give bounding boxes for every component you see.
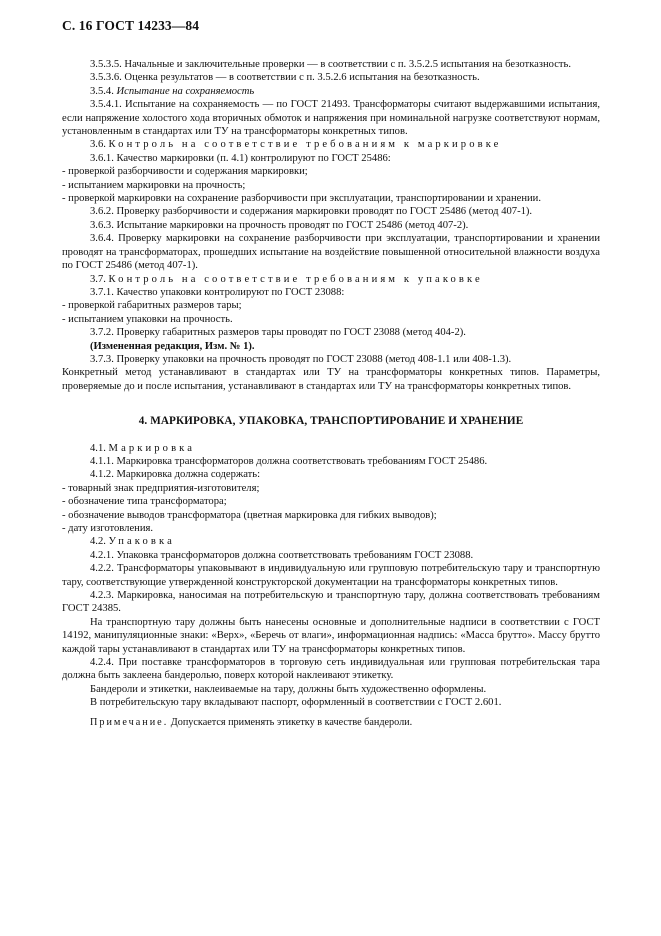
clause-3-6-heading xyxy=(62,138,600,151)
clause-3-7-1: 3.7.1. Качество упаковки контролируют по ГОСТ 23088: xyxy=(90,286,345,298)
section-4-heading: 4. МАРКИРОВКА, УПАКОВКА, ТРАНСПОРТИРОВАНИЕ И ХРАНЕНИЕ xyxy=(138,415,524,428)
clause-4-1-heading xyxy=(62,442,600,455)
clause-4-1-1: 4.1.1. Маркировка трансформаторов должна соответствовать требованиям ГОСТ 25486. xyxy=(90,455,488,467)
clause-3-6-2: 3.6.2. Проверку разборчивости и содержания маркировки проводят по ГОСТ 25486 (метод 407-1). xyxy=(90,206,533,218)
clause-number: 4.2. xyxy=(90,536,106,548)
clause-4-2-3-transport: На транспортную тару должны быть нанесены основные и дополнительные надписи в соответствии с ГОСТ 14192, манипуляционные знаки: «Верх», «Беречь от влаги», информационная надпись: «Масса брутто». Массу брутто каждой тары устанавливают в стандартах или ТУ на трансформаторы конкретных типов. xyxy=(62,616,600,655)
clause-3-5-4-1: 3.5.4.1. Испытание на сохраняемость — по ГОСТ 21493. Трансформаторы считают выдержавшими испытания, если напряжение холостого хода вторичных обмоток и напряжения при номинальной нагрузке соответствуют нормам, установленным в стандартах или ТУ на трансформаторы конкретных типов. xyxy=(62,99,600,138)
clause-4-2-heading xyxy=(62,535,600,548)
list-item: - проверкой разборчивости и содержания маркировки; xyxy=(62,166,308,178)
list-item: - испытанием упаковки на прочность. xyxy=(62,313,233,325)
list-item: - товарный знак предприятия-изготовителя; xyxy=(62,482,260,494)
clause-3-7-heading xyxy=(62,273,600,286)
clause-title: Контроль на соответствие требованиям к маркировке xyxy=(108,139,502,151)
clause-3-6-1: 3.6.1. Качество маркировки (п. 4.1) контролируют по ГОСТ 25486: xyxy=(90,152,391,164)
clause-4-2-1: 4.2.1. Упаковка трансформаторов должна соответствовать требованиям ГОСТ 23088. xyxy=(90,549,474,561)
clause-number: 3.7. xyxy=(90,273,106,285)
note xyxy=(62,716,600,729)
clause-3-5-3-6: 3.5.3.6. Оценка результатов — в соответствии с п. 3.5.2.6 испытания на безотказность. xyxy=(90,72,480,84)
page-header: С. 16 ГОСТ 14233—84 xyxy=(62,18,200,33)
clause-4-2-4: 4.2.4. При поставке трансформаторов в торговую сеть индивидуальная или групповая потребительская тара должна быть заклеена бандеролью, поверх которой наклеивают этикетку. xyxy=(62,657,600,682)
clause-3-7-3: 3.7.3. Проверку упаковки на прочность проводят по ГОСТ 23088 (метод 408-1.1 или 408-1.3). xyxy=(90,353,512,365)
clause-3-6-4: 3.6.4. Проверку маркировки на сохранение разборчивости при эксплуатации, транспортировании и хранении проводят на трансформаторах, прошедших испытание на воздействие повышенной относительной влажности воздуха по ГОСТ 25486 (метод 407-1). xyxy=(62,233,600,272)
note-label: Примечание. xyxy=(90,716,169,728)
clause-4-2-2: 4.2.2. Трансформаторы упаковывают в индивидуальную или групповую потребительскую тару и транспортную тару, соответствующие утвержденной конструкторской документации на трансформаторы конкретных типов. xyxy=(62,563,600,588)
clause-title: Упаковка xyxy=(108,536,175,548)
list-item: - проверкой габаритных размеров тары; xyxy=(62,300,242,312)
clause-3-7-2: 3.7.2. Проверку габаритных размеров тары проводят по ГОСТ 23088 (метод 404-2). xyxy=(90,327,466,339)
document-body xyxy=(62,58,600,729)
clause-title: Контроль на соответствие требованиям к упаковке xyxy=(108,273,483,285)
list-item: - обозначение выводов трансформатора (цветная маркировка для гибких выводов); xyxy=(62,509,437,521)
clause-title: Маркировка xyxy=(108,442,196,454)
clause-number: 4.1. xyxy=(90,442,106,454)
amendment-note: (Измененная редакция, Изм. № 1). xyxy=(90,340,255,352)
list-item: - проверкой маркировки на сохранение разборчивости при эксплуатации, транспортировании и хранении. xyxy=(62,193,541,205)
clause-4-2-4-labels: Бандероли и этикетки, наклеиваемые на тару, должны быть художественно оформлены. xyxy=(90,683,487,695)
clause-3-5-4-heading xyxy=(62,85,600,98)
clause-number: 3.6. xyxy=(90,139,106,151)
list-item: - дату изготовления. xyxy=(62,523,154,534)
clause-4-2-3: 4.2.3. Маркировка, наносимая на потребительскую и транспортную тару, должна соответствовать требованиям ГОСТ 24385. xyxy=(62,590,600,615)
list-item: - испытанием маркировки на прочность; xyxy=(62,179,246,191)
list-item: - обозначение типа трансформатора; xyxy=(62,496,227,508)
note-text: Допускается применять этикетку в качестве бандероли. xyxy=(170,716,413,728)
clause-title: Испытание на сохраняемость xyxy=(116,85,255,97)
clause-4-2-4-passport: В потребительскую тару вкладывают паспорт, оформленный в соответствии с ГОСТ 2.601. xyxy=(90,697,502,709)
clause-3-5-3-5: 3.5.3.5. Начальные и заключительные проверки — в соответствии с п. 3.5.2.5 испытания на безотказность. xyxy=(90,59,572,70)
clause-3-7-3-continuation: Конкретный метод устанавливают в стандартах или ТУ на трансформаторы конкретных типов. Параметры, проверяемые до и после испытания, устанавливают в стандартах или ТУ на трансформаторы конкретных типов. xyxy=(62,367,600,392)
clause-number: 3.5.4. xyxy=(90,85,114,97)
clause-3-6-3: 3.6.3. Испытание маркировки на прочность проводят по ГОСТ 25486 (метод 407-2). xyxy=(90,219,469,231)
clause-4-1-2: 4.1.2. Маркировка должна содержать: xyxy=(90,469,261,481)
